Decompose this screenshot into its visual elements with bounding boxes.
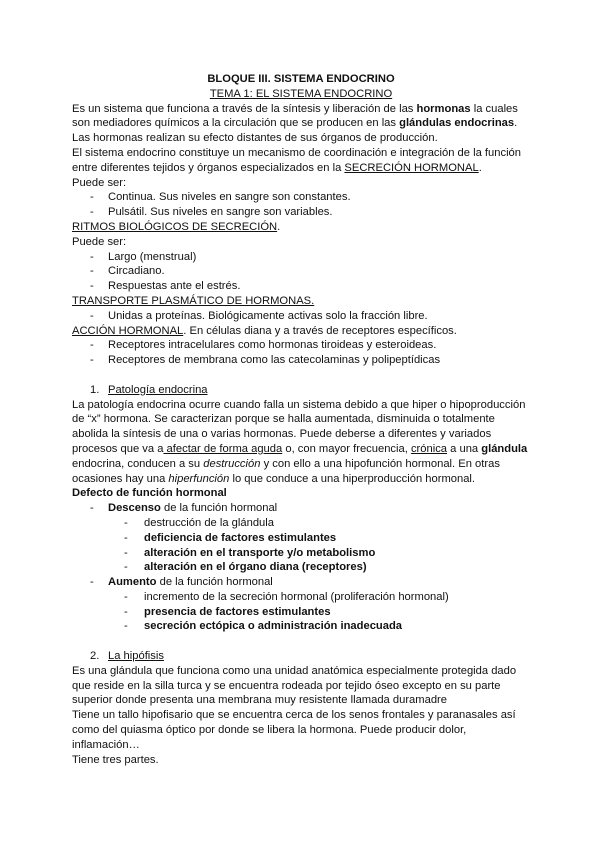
document-subtitle: TEMA 1: EL SISTEMA ENDOCRINO [209,87,393,100]
text-run: . [478,161,482,174]
paragraph: Las hormonas realizan su efecto distantes de sus órganos de producción. [72,132,438,145]
bold-heading: Defecto de función hormonal [72,487,227,500]
subheading [72,486,530,501]
text-run: . [277,220,281,233]
paragraph: Puede ser: [72,176,127,189]
list-item: - Pulsátil. Sus niveles en sangre son variables. [72,205,530,220]
text-run: La patología endocrina ocurre cuando falla un sistema debido a que hiper o hipoproducción de “x” hormona. Se caracterizan porque se halla aumentada, disminuida o totalmente abolida la síntesis de una o varias hormonas. Puede deberse a diferentes y variados procesos que va a [72,398,526,455]
text-run: o, con mayor frecuencia, [282,442,411,455]
bold-term: presencia de factores estimulantes [144,605,331,618]
bullet-list [72,575,530,590]
underlined-heading: Patología endocrina [108,383,208,396]
underlined-term: crónica [410,442,448,455]
bold-term: glándulas endocrinas [399,117,515,130]
bullet-list [72,250,530,294]
bold-term: Aumento [108,576,157,589]
paragraph: Tiene tres partes. [72,753,159,766]
paragraph [72,146,530,176]
italic-term: hiperfunción [168,472,230,485]
sub-bullet-list [72,590,530,634]
paragraph: Puede ser: [72,235,127,248]
bullet-list [72,501,530,516]
text-run: Es un sistema que funciona a través de la síntesis y liberación de las [72,102,417,115]
paragraph [72,398,530,487]
numbered-heading [72,383,530,398]
list-item: - Respuestas ante el estrés. [72,279,530,294]
numbered-heading [72,649,530,664]
list-item [72,531,530,546]
section-heading [72,324,530,339]
underlined-heading: La hipófisis [108,650,164,663]
text-run: lo que conduce a una hiperproducción hormonal. [229,472,476,485]
text-run: a una [447,442,482,455]
text-run: El sistema endocrino constituye un mecanismo de coordinación e integración de la función entre diferentes tejidos y órganos especializados en la [72,146,522,174]
section-heading: TRANSPORTE PLASMÁTICO DE HORMONAS. [72,294,315,307]
spacer [72,634,530,649]
heading-number: 1. [90,383,100,396]
list-item [72,605,530,620]
heading-number: 2. [90,650,100,663]
text-run: de la función hormonal [160,502,278,515]
text-run: la cuales son mediadores químicos a la circulación que se producen en las [72,102,518,130]
paragraph: Es una glándula que funciona como una unidad anatómica especialmente protegida dado que reside en la silla turca y se encuentra rodeada por tejido óseo excepto en su parte superior donde presenta una membrana muy resistente llamada duramadre [72,664,517,707]
section-heading [72,220,530,235]
bold-term: deficiencia de factores estimulantes [144,531,337,544]
bullet-list [72,338,530,368]
document-body [72,72,530,767]
list-item: - destrucción de la glándula [72,516,530,531]
list-item [72,501,530,516]
italic-term: destrucción [203,457,261,470]
underlined-term: afectar de forma aguda [163,442,283,455]
intro-paragraph [72,102,530,132]
text-run: . En células diana y a través de receptores específicos. [183,324,457,337]
bold-term: hormonas [416,102,471,115]
list-item: - incremento de la secreción hormonal (proliferación hormonal) [72,590,530,605]
text-run: de la función hormonal [156,576,273,589]
list-item [72,575,530,590]
text-run: endocrina, conducen a su [72,457,204,470]
list-item: - Receptores intracelulares como hormonas tiroideas y esteroideas. [72,338,530,353]
text-run: . [514,117,518,130]
underlined-heading: RITMOS BIOLÓGICOS DE SECRECIÓN [72,220,278,233]
text-run: y con ello a una hipofunción hormonal. En otras ocasiones hay una [72,457,500,485]
bold-term: Descenso [108,502,161,515]
list-item: - Receptores de membrana como las catecolaminas y polipeptídicas [72,353,530,368]
sub-bullet-list [72,516,530,575]
list-item: - Continua. Sus niveles en sangre son constantes. [72,190,530,205]
bold-term: secreción ectópica o administración inadecuada [144,620,403,633]
document-title: BLOQUE III. SISTEMA ENDOCRINO [207,73,395,85]
underlined-term: SECRECIÓN HORMONAL [344,161,479,174]
bold-term: alteración en el órgano diana (receptores) [144,561,367,574]
bold-term: alteración en el transporte y/o metabolismo [144,546,376,559]
list-item: - Unidas a proteínas. Biológicamente activas solo la fracción libre. [72,309,530,324]
bold-term: glándula [481,442,528,455]
list-item [72,619,530,634]
list-item: - Circadiano. [72,264,530,279]
list-item [72,560,530,575]
paragraph: Tiene un tallo hipofisario que se encuentra cerca de los senos frontales y paranasales así como del quiasma óptico por donde se libera la hormona. Puede producir dolor, inflamación… [72,709,516,751]
bullet-list [72,190,530,220]
bullet-list [72,309,530,324]
list-item: - Largo (menstrual) [72,250,530,265]
underlined-heading: ACCIÓN HORMONAL [72,324,184,337]
list-item [72,546,530,561]
spacer [72,368,530,383]
